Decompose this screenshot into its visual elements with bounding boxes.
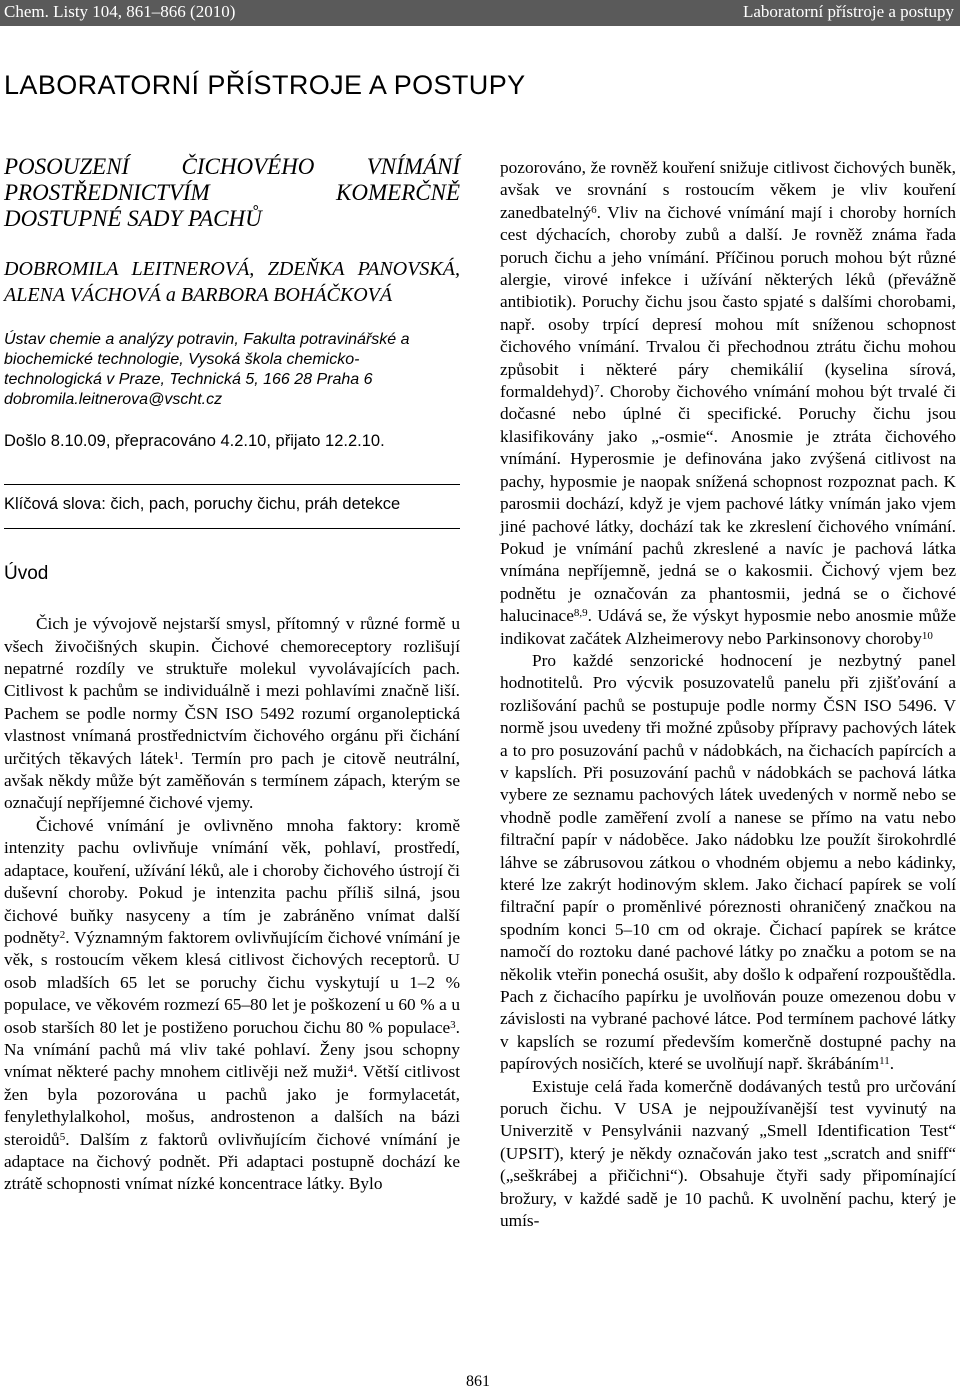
- intro-heading: Úvod: [4, 562, 49, 584]
- section-heading: LABORATORNÍ PŘÍSTROJE A POSTUPY: [4, 70, 526, 100]
- body-paragraph: Pro každé senzorické hodnocení je nezbytný panel hodnotitelů. Pro výcvik posuzovatelů panelu při zjišťování a rozlišování pachů se postupuje podle normy ČSN ISO 5496. V normě jsou uvedeny tři možné způsoby přípravy pachových látek a to pro posuzování pachů v nádobkách, na čichacích papírcích a v kapslích. Při posuzování pachů v nádobkách se pachová látka vybere ze seznamu pachových látek uvedených v normě nebo se vhodně podle zaměření zvolí a nanese se přímo na vatu nebo filtrační papír v nádoběce. Jako nádobku lze použít širokohrdlé láhve se zábrusovou zátkou o vhodném objemu a nebo kádinky, které lze zakrýt hodinovým sklem. Jako čichací papírek se volí filtrační papír o proměnlivé póreznosti ohraničený značkou na spodním konci 5–10 cm od okraje. Čichací papírek se krátce namočí do roztoku dané pachové látky po značku a potom se na několik vteřin ponechá osušit, aby došlo k odpaření rozpouštědla. Pach z čichacího papírku je uvolňován pouze omezenou dobu v závislosti na vybrané pachové látce. Pod termínem pachové látky v kapslích se rozumí především komerčně dostupné pachy na papírových nosičích, které se uvolňují např. škrábáním$^{11}$.: [500, 650, 956, 1074]
- body-paragraph: Čichové vnímání je ovlivněno mnoha faktory: kromě intenzity pachu ovlivňuje vnímání věk, pohlaví, prostředí, adaptace, kouření, užívání léků, ale i choroby čichového ústrojí či duševní choroby. Pokud je intenzita pachu příliš silná, jsou čichové buňky nasyceny a tím je zabráněno vnímat další podněty$^2$. Významným faktorem ovlivňujícím čichové vnímání je věk, s rostoucím věkem klesá citlivost čichových receptorů. U osob mladších 65 let se poruchy čichu vyskytují u 1–2 % populace, ve věkovém rozmezí 65–80 let je poškození u 60 % a u osob starších 80 let je postiženo poruchou čichu 80 % populace$^3$. Na vnímání pachů má vliv také pohlaví. Ženy jsou schopny vnímat některé pachy mnohem citlivěji než muži$^4$. Větší citlivost žen byla pozorována u pachů jako je formylacetát, fenylethylalkohol, mošus, androstenon a dalších na bázi steroidů$^5$. Dalším z faktorů ovlivňujícím čichové vnímání je adaptace na čichový podnět. Při adaptaci postupně dochází ke ztrátě schopnosti vnímat nízké koncentrace látky. Bylo: [4, 815, 460, 1194]
- body-paragraph: Existuje celá řada komerčně dodávaných testů pro určování poruch čichu. V USA je nejpoužívanější test vyvinutý na Univerzitě v Pensylvánii nazvaný „Smell Identification Test“ (UPSIT), který je někdy označován jako test „scratch and sniff“ („seškrábej a přičichni“). Obsahuje čtyři sady připomínající brožury, v každé sadě je 10 pachů. K uvolnění pachu, který je umís-: [500, 1076, 956, 1231]
- body-paragraph: Čich je vývojově nejstarší smysl, přítomný v různé formě u všech živočišných skupin. Čichové chemoreceptory rozlišují nepatrné rozdíly ve struktuře molekul vyvolávajících pach. Citlivost k pachům se individuálně i mezi pohlavími značně liší. Pachem se podle normy ČSN ISO 5492 rozumí organoleptická vlastnost vnímaná prostřednictvím čichového orgánu při čichání určitých těkavých látek$^1$. Termín pro pach je citově neutrální, avšak někdy může být zaměňován s termínem zápach, kterým se označují nepříjemné čichové vjemy.: [4, 614, 461, 813]
- citation-ref: 4: [347, 1063, 354, 1076]
- citation-ref: 6: [591, 203, 597, 216]
- right-column: [500, 157, 956, 1233]
- divider: [4, 528, 460, 529]
- citation-ref: 2: [59, 928, 66, 941]
- citation-ref: 8,9: [573, 607, 588, 620]
- affiliation-line: Ústav chemie a analýzy potravin, Fakulta potravinářské a: [4, 331, 410, 348]
- article-dates: Došlo 8.10.09, přepracováno 4.2.10, přijato 12.2.10.: [4, 432, 385, 450]
- page-number: 861: [466, 1373, 490, 1390]
- citation-ref: 5: [59, 1130, 66, 1143]
- affiliation-line: technologická v Praze, Technická 5, 166 28 Praha 6: [4, 371, 373, 388]
- citation-ref: 7: [594, 383, 600, 396]
- keywords: Klíčová slova: čich, pach, poruchy čichu, práh detekce: [4, 495, 401, 514]
- section-running-title: Laboratorní přístroje a postupy: [742, 2, 954, 21]
- running-head: [0, 0, 960, 26]
- left-column: [4, 154, 460, 1196]
- citation-ref: 1: [173, 749, 180, 762]
- citation-ref: 3: [450, 1018, 456, 1031]
- journal-citation: Chem. Listy 104, 861–866 (2010): [4, 2, 236, 21]
- body-paragraph: pozorováno, že rovněž kouření snižuje citlivost čichových buněk, avšak ve srovnání s rostoucím věkem je vliv kouření zanedbatelný$^6$. Vliv na čichové vnímání mají i choroby horních cest dýchacích, choroby zubů a další. Je rovněž známa řada poruch čichu a jeho vnímání. Příčinou poruch mohou být různé alergie, virové infekce i užívání některých léků (převážně antibiotik). Poruchy čichu jsou často spjaté s dalšími chorobami, např. osoby trpící depresí mohou mít sníženou schopnost čichového vnímání. Trvalou či přechodnou ztrátu čichu mohou způsobit i některé páry chemikálií (kyselina sírová, formaldehyd)$^7$. Choroby čichového vnímání mohou být trvalé či dočasné nebo úplné či specifické. Poruchy čichu jsou klasifikovány jako „-osmie“. Anosmie je ztráta čichového vnímání. Hyperosmie je definována jako zvýšená citlivost na pachy, hyposmie je naopak snížená schopnost rozpoznat pach. K parosmii dochází, když je vjem pachové látky vnímán jako vjem jiné pachové látky, dochází tak ke zkreslení čichového vnímání. Pokud je vnímání pachů zkreslené a navíc je pachová látka vnímána nepříjemně, jedná se o kakosmii. Čichový vjem bez podnětu je označován za phantosmii, jedná se o čichové halucinace$^{8,9}$. Udává se, že výskyt hyposmie nebo anosmie může indikovat začátek Alzheimerovy nebo Parkinsonovy choroby$^{10}$: [500, 158, 956, 648]
- citation-ref: 10: [921, 629, 933, 642]
- author-affiliation: [4, 330, 460, 410]
- citation-ref: 11: [879, 1055, 890, 1068]
- divider: [4, 484, 460, 485]
- article-title: POSOUZENÍ ČICHOVÉHO VNÍMÁNÍ PROSTŘEDNICTVÍM KOMERČNĚ DOSTUPNÉ SADY PACHŮ: [4, 154, 460, 231]
- affiliation-line: biochemické technologie, Vysoká škola chemicko-: [4, 351, 360, 368]
- article-authors: DOBROMILA LEITNEROVÁ, ZDEŇKA PANOVSKÁ, ALENA VÁCHOVÁ a BARBORA BOHÁČKOVÁ: [4, 258, 460, 306]
- author-email: dobromila.leitnerova@vscht.cz: [4, 391, 223, 408]
